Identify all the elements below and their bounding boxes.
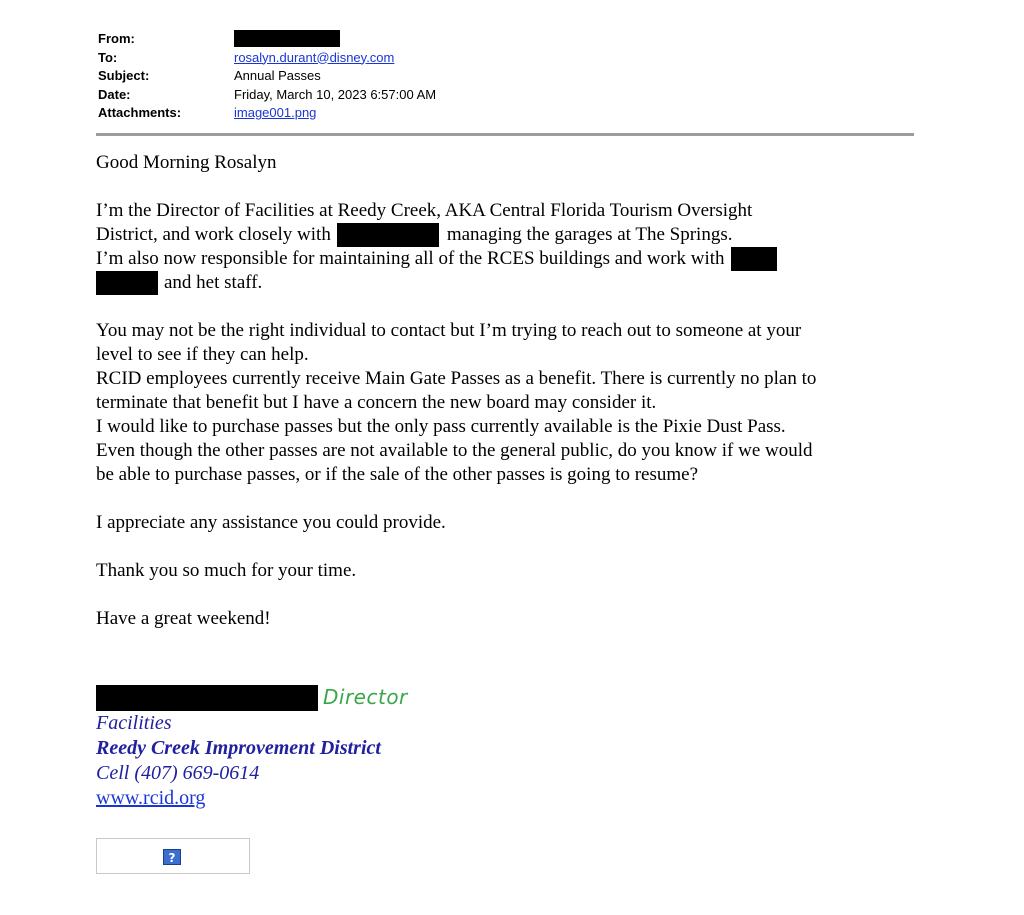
attachments-label: Attachments: (98, 105, 182, 120)
to-label: To: (98, 49, 118, 65)
header-divider (96, 133, 914, 136)
body-text: and het staff. (164, 272, 263, 293)
header-date-row (98, 86, 436, 105)
body-line: You may not be the right individual to contact but I’m trying to reach out to someone at your (96, 320, 802, 341)
email-header (98, 30, 436, 123)
from-label: From: (98, 31, 135, 46)
header-from-row (98, 30, 436, 49)
signature-organization: Reedy Creek Improvement District (96, 737, 381, 759)
signature-phone: Cell (407) 669-0614 (96, 762, 260, 784)
header-subject-row (98, 67, 436, 86)
subject-label: Subject: (98, 68, 150, 83)
signature-website-link[interactable]: www.rcid.org (96, 787, 206, 809)
redacted-signature-name (96, 685, 318, 711)
sign-off: Have a great weekend! (96, 608, 271, 629)
header-attachments-row (98, 104, 436, 123)
date-label: Date: (98, 86, 131, 102)
body-line: be able to purchase passes, or if the sale of the other passes is going to resume? (96, 464, 699, 485)
signature-title: Director (323, 685, 408, 709)
body-line-with-redaction (96, 247, 926, 271)
body-line: I’m the Director of Facilities at Reedy Creek, AKA Central Florida Tourism Oversight (96, 200, 753, 221)
email-signature (96, 685, 408, 811)
header-to-row (98, 49, 436, 68)
body-text: managing the garages at The Springs. (446, 224, 733, 245)
body-line: I appreciate any assistance you could provide. (96, 512, 446, 533)
redacted-name (731, 247, 777, 271)
greeting: Good Morning Rosalyn (96, 152, 277, 173)
body-text: I’m also now responsible for maintaining all of the RCES buildings and work with (96, 248, 725, 269)
embedded-image-placeholder (96, 838, 250, 874)
attachment-link[interactable]: image001.png (234, 105, 317, 120)
redacted-sender (234, 30, 340, 47)
body-line: Thank you so much for your time. (96, 560, 357, 581)
body-line: I would like to purchase passes but the only pass currently available is the Pixie Dust Pass. (96, 416, 786, 437)
body-line: terminate that benefit but I have a concern the new board may consider it. (96, 392, 657, 413)
body-text: District, and work closely with (96, 224, 331, 245)
body-line: RCID employees currently receive Main Gate Passes as a benefit. There is currently no plan to (96, 368, 817, 389)
date-value: Friday, March 10, 2023 6:57:00 AM (234, 86, 437, 102)
redacted-name (337, 223, 439, 247)
body-line-with-redaction (96, 223, 926, 247)
to-email-link[interactable]: rosalyn.durant@disney.com (234, 49, 395, 65)
body-line-with-redaction (96, 271, 926, 295)
broken-image-icon: ? (163, 849, 181, 865)
body-line: level to see if they can help. (96, 344, 309, 365)
email-body (96, 151, 926, 631)
signature-department: Facilities (96, 712, 172, 734)
body-line: Even though the other passes are not available to the general public, do you know if we would (96, 440, 813, 461)
signature-name-row (96, 685, 408, 711)
redacted-name (96, 271, 158, 295)
subject-value: Annual Passes (234, 68, 321, 83)
